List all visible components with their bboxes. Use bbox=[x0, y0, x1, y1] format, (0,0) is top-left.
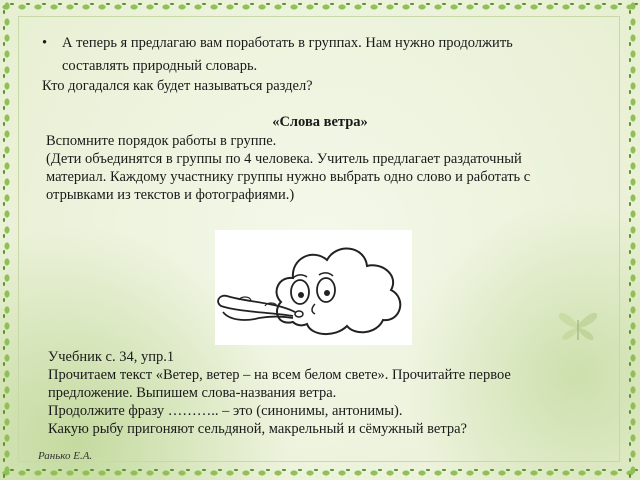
textbook-line-1: Учебник с. 34, упр.1 bbox=[48, 349, 175, 365]
instructions-line-2: (Дети объединятся в группы по 4 человека. Учитель предлагает раздаточный bbox=[46, 151, 522, 167]
textbook-line-5: Какую рыбу пригоняют сельдяной, макрельный и сёмужный ветра? bbox=[48, 421, 467, 437]
intro-question: Кто догадался как будет называться раздел? bbox=[42, 78, 313, 94]
vine-border-top bbox=[0, 0, 640, 14]
instructions-line-3: материал. Каждому участнику группы нужно выбрать одно слово и работать с bbox=[46, 169, 531, 185]
instructions-block bbox=[46, 132, 591, 204]
intro-block bbox=[42, 34, 602, 95]
section-title: «Слова ветра» bbox=[272, 114, 368, 130]
intro-line-1: А теперь я предлагаю вам поработать в группах. Нам нужно продолжить bbox=[62, 35, 513, 51]
vine-border-bottom bbox=[0, 466, 640, 480]
bullet-marker: • bbox=[42, 35, 48, 51]
author-signature: Ранько Е.А. bbox=[38, 450, 93, 462]
textbook-line-2: Прочитаем текст «Ветер, ветер – на всем белом свете». Прочитайте первое bbox=[48, 367, 511, 383]
instructions-line-4: отрывками из текстов и фотографиями.) bbox=[46, 187, 295, 203]
vine-border-right bbox=[626, 0, 640, 480]
intro-line-2: составлять природный словарь. bbox=[62, 58, 258, 74]
instructions-line-1: Вспомните порядок работы в группе. bbox=[46, 133, 277, 149]
textbook-line-4: Продолжите фразу ……….. – это (синонимы, антонимы). bbox=[48, 403, 403, 419]
textbook-line-3: предложение. Выпишем слова-названия ветра. bbox=[48, 385, 337, 401]
vine-border-left bbox=[0, 0, 14, 480]
butterfly-icon bbox=[548, 300, 608, 350]
textbook-block bbox=[48, 348, 598, 438]
blowing-cloud-icon bbox=[215, 230, 412, 345]
cloud-image bbox=[215, 230, 412, 345]
